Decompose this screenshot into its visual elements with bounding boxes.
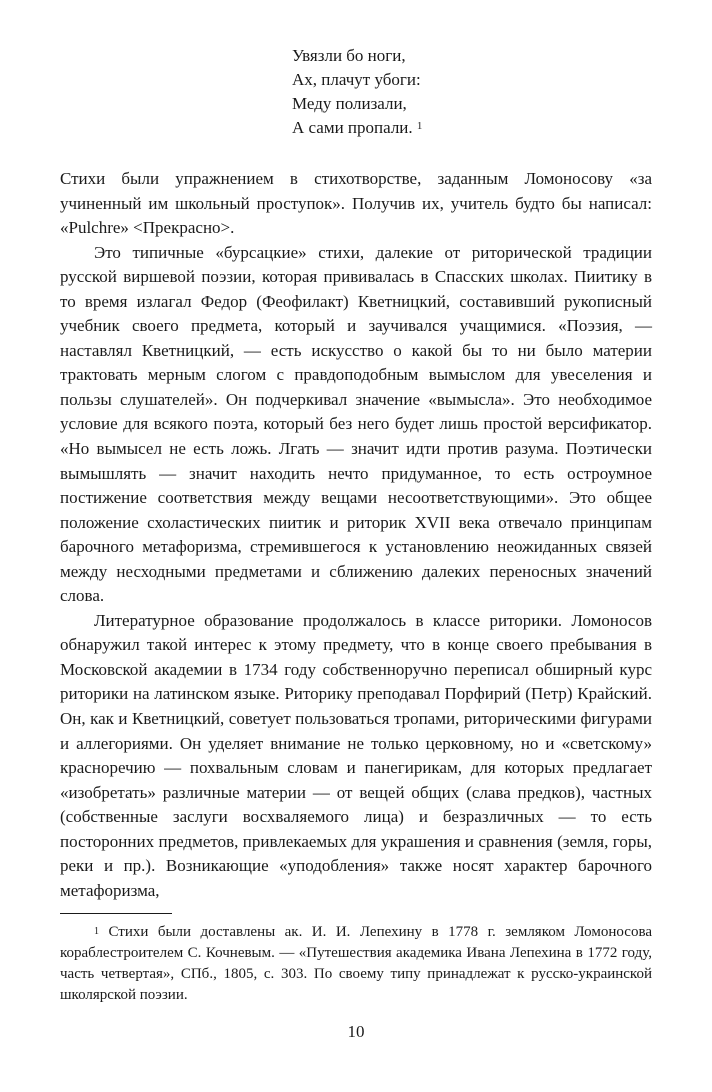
paragraph: Литературное образование продолжалось в классе риторики. Ломоносов обнаружил такой интерес к этому предмету, что в конце своего пребывания в Московской академии в 1734 году собственноручно переписал обширный курс риторики на латинском языке. Риторику преподавал Порфирий (Петр) Крайский. Он, как и Кветницкий, советует пользоваться тропами, риторическими фигурами и аллегориями. Он уделяет внимание не только церковному, но и «светскому» красноречию — похвальным словам и панегирикам, для которых предлагает «изобретать» различные материи — от вещей общих (слава предков), частных (собственные заслуги восхваляемого лица) и безразличных — то есть посторонних предметов, привлекаемых для украшения и сравнения (земля, горы, реки и пр.). Возникающие «уподобления» также носят характер барочного метафоризма, <box>60 610 652 900</box>
verse-line: Увязли бо ноги, <box>292 46 406 65</box>
page-number: 10 <box>347 1022 365 1042</box>
footnote-divider <box>60 913 172 914</box>
paragraph: Стихи были упражнением в стихотворстве, заданным Ломоносову «за учиненный им школьный проступок». Получив их, учитель будто бы написал: «Pulchre» <Прекрасно>. <box>60 169 652 238</box>
verse-line: Ах, плачут убоги: <box>292 70 421 89</box>
footnote <box>60 922 652 1006</box>
verse-block <box>292 44 652 140</box>
paragraph: Это типичные «бурсацкие» стихи, далекие от риторической традиции русской виршевой поэзии, которая прививалась в Спасских школах. Пиитику в то время излагал Федор (Феофилакт) Кветницкий, составивший рукописный учебник своего предмета, который и заучивался учащимися. «Поэзия, — наставлял Кветницкий, — есть искусство о какой бы то ни было материи трактовать мерным слогом с правдоподобным вымыслом для увеселения и пользы слушателей». Он подчеркивал значение «вымысла». Это необходимое условие для всякого поэта, который без него будет лишь простой версификатор. «Но вымысел не есть ложь. Лгать — значит идти против разума. Поэтически вымышлять — значит находить нечто придуманное, то есть остроумное постижение соответствия между вещами несоответствующими». Это общее положение схоластических пиитик и риторик XVII века отвечало принципам барочного метафоризма, стремившегося к установлению неожиданных связей между несходными предметами и сближению далеких переносных значений слова. <box>60 242 652 606</box>
footnote-mark: 1 <box>94 926 99 938</box>
footnote-text: Стихи были доставлены ак. И. И. Лепехину в 1778 г. земляком Ломоносова кораблестроителем С. Кочневым. — «Путешествия академика Ивана Лепехина в 1772 году, часть четвертая», СПб., 1805, с. 303. По своему типу принадлежат к русско-украинской школярской поэзии. <box>60 924 652 1004</box>
verse-line-text: А сами пропали. <box>292 118 413 137</box>
verse-line: Меду полизали, <box>292 94 407 113</box>
verse-line <box>292 116 652 140</box>
body-text <box>60 167 652 903</box>
book-page <box>60 44 652 1042</box>
footnote-reference: 1 <box>416 120 423 132</box>
